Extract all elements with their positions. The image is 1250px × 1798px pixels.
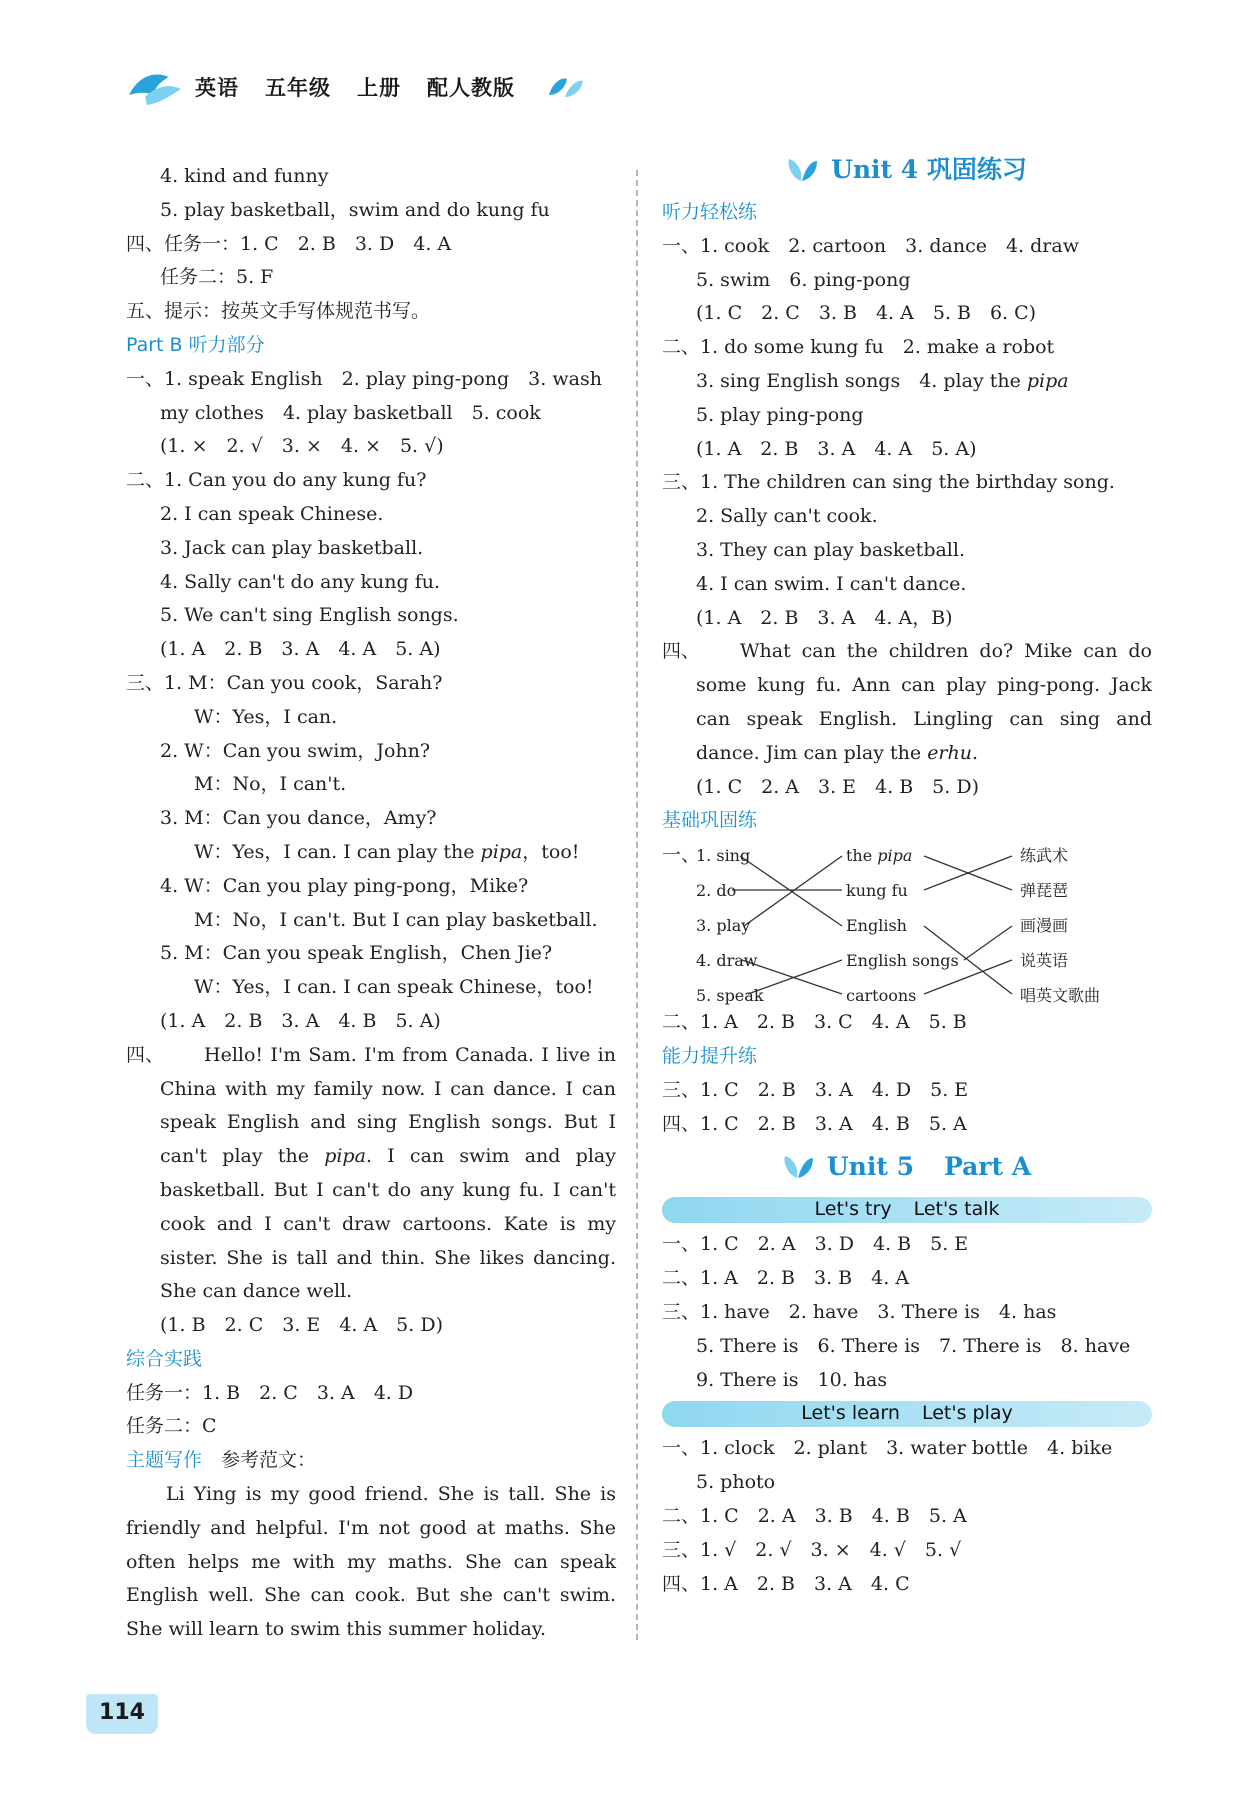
answer-line: (1. C 2. A 3. E 4. B 5. D) xyxy=(696,775,979,798)
answer-line: (1. B 2. C 3. E 4. A 5. D) xyxy=(160,1314,443,1337)
answer-line: (1. A 2. B 3. A 4. A 5. A) xyxy=(160,638,441,661)
answer-line: 二、1. A 2. B 3. C 4. A 5. B xyxy=(662,1011,967,1034)
pipa-word: pipa xyxy=(324,1145,366,1168)
dialog-text: W：Yes，I can. I can play the xyxy=(194,840,481,863)
match-mid-item: English xyxy=(846,916,907,936)
unit4-heading xyxy=(662,144,1152,196)
dialog-line: M：No，I can't. But I can play basketball. xyxy=(194,908,598,931)
answer-line xyxy=(662,365,1152,399)
match-mid-item: kung fu xyxy=(846,881,908,901)
answer-line: 3. Jack can play basketball. xyxy=(160,536,424,559)
answer-line: (1. C 2. C 3. B 4. A 5. B 6. C) xyxy=(696,302,1037,325)
match-right-item: 唱英文歌曲 xyxy=(1020,986,1101,1006)
header-subject: 英语 xyxy=(195,76,239,100)
answer-line: 任务二：5. F xyxy=(160,266,274,289)
answer-line: 一、1. speak English 2. play ping-pong 3. wash xyxy=(126,367,602,390)
unit5-part: Part A xyxy=(943,1152,1032,1182)
pipa-word: pipa xyxy=(480,840,523,863)
answer-line: 四、1. C 2. B 3. A 4. B 5. A xyxy=(662,1112,967,1135)
answer-line: 4. Sally can't do any kung fu. xyxy=(160,570,441,593)
right-column xyxy=(662,144,1152,1601)
answer-line: 五、提示：按英文手写体规范书写。 xyxy=(126,300,431,323)
answer-text: 3. sing English songs 4. play the xyxy=(696,369,1027,392)
header-edition: 配人教版 xyxy=(427,76,515,100)
match-middle-column xyxy=(846,838,959,1013)
answer-line: 3. They can play basketball. xyxy=(696,538,965,561)
match-left-item: 3. play xyxy=(696,916,751,936)
answer-line: 二、1. Can you do any kung fu? xyxy=(126,469,427,492)
section-heading-basic: 基础巩固练 xyxy=(662,809,758,832)
header-volume: 上册 xyxy=(357,76,401,100)
answer-line: my clothes 4. play basketball 5. cook xyxy=(160,401,541,424)
dialog-line: 4. W：Can you play ping-pong，Mike? xyxy=(160,874,529,897)
pipa-word: pipa xyxy=(877,846,913,866)
listening-passage xyxy=(662,635,1152,770)
leaf-decoration-icon xyxy=(547,75,585,99)
match-right-column xyxy=(1020,838,1100,1013)
section-heading-writing: 主题写作 xyxy=(126,1449,203,1472)
lesson-band-try-talk xyxy=(662,1197,1152,1223)
match-mid-item xyxy=(846,838,959,873)
dialog-line: 5. M：Can you speak English，Chen Jie? xyxy=(160,942,553,965)
match-right-item: 练武术 xyxy=(1020,846,1069,866)
answer-line: 三、1. The children can sing the birthday song. xyxy=(662,471,1115,494)
answer-line: 4. I can swim. I can't dance. xyxy=(696,572,967,595)
band-label: Let's learn xyxy=(801,1402,900,1425)
answer-line: 2. Sally can't cook. xyxy=(696,505,878,528)
reference-label: 参考范文： xyxy=(221,1449,317,1472)
match-left-item: 1. sing xyxy=(696,846,751,866)
band-label: Let's play xyxy=(921,1402,1013,1425)
answer-line: (1. A 2. B 3. A 4. A 5. A) xyxy=(696,437,977,460)
bird-logo-icon xyxy=(125,65,183,109)
answer-line: 一、1. C 2. A 3. D 4. B 5. E xyxy=(662,1233,969,1256)
answer-line: 二、1. do some kung fu 2. make a robot xyxy=(662,336,1055,359)
match-right-item: 画漫画 xyxy=(1020,916,1069,936)
band-label: Let's try xyxy=(814,1198,892,1221)
match-right-item: 弹琵琶 xyxy=(1020,881,1069,901)
left-column xyxy=(126,160,616,1647)
dialog-line: 3. M：Can you dance，Amy? xyxy=(160,807,437,830)
answer-line: 5. We can't sing English songs. xyxy=(160,604,459,627)
page-number-text: 114 xyxy=(99,1700,145,1725)
listening-passage xyxy=(126,1039,616,1309)
section-label: 一、 xyxy=(662,844,701,867)
unit4-title: Unit 4 巩固练习 xyxy=(831,155,1027,185)
match-left-item: 4. draw xyxy=(696,951,758,971)
match-mid-item: cartoons xyxy=(846,986,917,1006)
lesson-band-learn-play xyxy=(662,1401,1152,1427)
page-number xyxy=(86,1694,158,1734)
answer-line: 2. I can speak Chinese. xyxy=(160,502,384,525)
passage-part: . xyxy=(972,741,979,764)
answer-line: 一、1. cook 2. cartoon 3. dance 4. draw xyxy=(662,234,1079,257)
match-right-item: 说英语 xyxy=(1020,951,1069,971)
section-heading-part-b: Part B 听力部分 xyxy=(126,333,265,356)
writing-heading xyxy=(126,1444,616,1478)
section-heading-listening: 听力轻松练 xyxy=(662,201,758,223)
passage-text xyxy=(696,635,1152,770)
answer-line: 5. play ping-pong xyxy=(696,403,864,426)
matching-exercise xyxy=(662,838,1152,1006)
unit5-heading xyxy=(662,1141,1152,1193)
answer-line: 三、1. √ 2. √ 3. × 4. √ 5. √ xyxy=(662,1538,962,1561)
answer-line: 5. play basketball，swim and do kung fu xyxy=(160,198,550,221)
section-label: 四、 xyxy=(126,1043,165,1066)
dialog-line: 三、1. M：Can you cook，Sarah? xyxy=(126,671,443,694)
dialog-line: M：No，I can't. xyxy=(194,773,347,796)
answer-line: 二、1. A 2. B 3. B 4. A xyxy=(662,1267,910,1290)
answer-line: 二、1. C 2. A 3. B 4. B 5. A xyxy=(662,1504,967,1527)
passage-text xyxy=(160,1039,616,1309)
leaf-icon xyxy=(783,1154,813,1180)
passage-part: Hello! I'm Sam. I'm from Canada. I live in China with my family now. I can dance. I can speak English and sing English songs. But I can't play the xyxy=(160,1043,616,1168)
page-header xyxy=(125,62,585,112)
answer-line: 任务二：C xyxy=(126,1415,217,1438)
match-mid-text: the xyxy=(846,846,878,866)
answer-line: 一、1. clock 2. plant 3. water bottle 4. bike xyxy=(662,1437,1113,1460)
column-divider xyxy=(636,170,638,1640)
section-heading-practice: 综合实践 xyxy=(126,1347,203,1370)
answer-line: 5. swim 6. ping-pong xyxy=(696,268,911,291)
dialog-text: ，too! xyxy=(522,840,580,863)
answer-line: (1. × 2. √ 3. × 4. × 5. √) xyxy=(160,435,444,458)
unit5-title: Unit 5 xyxy=(826,1152,914,1182)
answer-line: 4. kind and funny xyxy=(160,165,329,187)
answer-line: 5. photo xyxy=(696,1471,776,1494)
sample-essay: Li Ying is my good friend. She is tall. She is friendly and helpful. I'm not good at maths. She often helps me with my maths. She can speak English well. She can cook. But she can't swim. She will learn to swim this summer holiday. xyxy=(126,1483,616,1641)
leaf-icon xyxy=(787,157,817,183)
passage-part: . I can swim and play basketball. But I can't do any kung fu. I can't cook and I can't draw cartoons. Kate is my sister. She is tall and thin. She likes dancing. She can dance well. xyxy=(160,1145,616,1303)
band-label: Let's talk xyxy=(913,1198,1000,1221)
section-label: 四、 xyxy=(662,640,701,663)
answer-line: 四、任务一：1. C 2. B 3. D 4. A xyxy=(126,232,452,255)
answer-line: 9. There is 10. has xyxy=(696,1368,888,1391)
section-heading-advanced: 能力提升练 xyxy=(662,1044,758,1067)
answer-line: 四、1. A 2. B 3. A 4. C xyxy=(662,1572,910,1595)
answer-line: 任务一：1. B 2. C 3. A 4. D xyxy=(126,1381,414,1404)
dialog-line: W：Yes，I can. I can speak Chinese，too! xyxy=(194,976,594,999)
dialog-line xyxy=(126,836,616,870)
answer-line: 5. There is 6. There is 7. There is 8. have xyxy=(696,1334,1131,1357)
match-left-column xyxy=(696,838,764,1013)
passage-part: What can the children do? Mike can do some kung fu. Ann can play ping-pong. Jack can speak English. Lingling can sing and dance. Jim can play the xyxy=(696,640,1152,764)
answer-line: 三、1. have 2. have 3. There is 4. has xyxy=(662,1300,1057,1323)
dialog-line: W：Yes，I can. xyxy=(194,705,338,728)
dialog-line: 2. W：Can you swim，John? xyxy=(160,739,431,762)
erhu-word: erhu xyxy=(927,741,972,764)
match-left-item: 5. speak xyxy=(696,986,764,1006)
header-grade: 五年级 xyxy=(265,76,331,100)
pipa-word: pipa xyxy=(1026,369,1069,392)
answer-line: (1. A 2. B 3. A 4. B 5. A) xyxy=(160,1009,441,1032)
answer-line: 三、1. C 2. B 3. A 4. D 5. E xyxy=(662,1078,969,1101)
answer-line: (1. A 2. B 3. A 4. A，B) xyxy=(696,606,953,629)
match-mid-item: English songs xyxy=(846,951,959,971)
match-left-item: 2. do xyxy=(696,881,737,901)
